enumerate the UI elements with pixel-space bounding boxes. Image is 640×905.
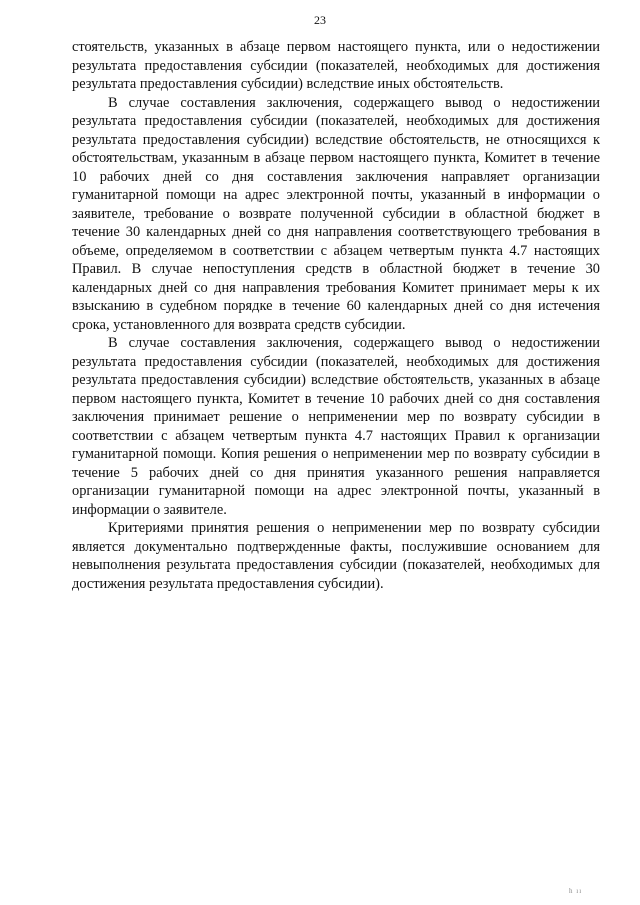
scan-footer-mark: h ıı [569,887,583,895]
paragraph-continuation: стоятельств, указанных в абзаце первом настоящего пункта, или о недостижении результата предоставления субсидии (показателей, необходимых для достижения результата предоставления субсидии) вследствие иных обстоятельств. [72,39,600,92]
document-body [72,38,600,593]
paragraph-repayment-demand: В случае составления заключения, содержащего вывод о недостижении результата предоставления субсидии (показателей, необходимых для достижения результата предоставления субсидии) вследствие обстоятельств, не относящихся к обстоятельствам, указанным в абзаце первом настоящего пункта, Комитет в течение 10 рабочих дней со дня составления заключения направляет организации гуманитарной помощи на адрес электронной почты, указанный в информации о заявителе, требование о возврате полученной субсидии в областной бюджет в течение 30 календарных дней со дня направления соответствующего требования в объеме, определяемом в соответствии с абзацем четвертым пункта 4.7 настоящих Правил. В случае непоступления средств в областной бюджет в течение 30 календарных дней со дня направления требования Комитет принимает меры к их взысканию в судебном порядке в течение 60 календарных дней со дня истечения срока, установленного для возврата средств субсидии. [72,94,600,333]
paragraph-decision-criteria: Критериями принятия решения о неприменении мер по возврату субсидии является документально подтвержденные факты, послужившие основанием для невыполнения результата предоставления субсидии (показателей, необходимых для достижения результата предоставления субсидии). [72,520,600,592]
page-number: 23 [314,13,326,27]
paragraph-non-application-decision: В случае составления заключения, содержащего вывод о недостижении результата предоставления субсидии (показателей, необходимых для достижения результата предоставления субсидии) вследствие обстоятельств, указанных в абзаце первом настоящего пункта, Комитет в течение 10 рабочих дней со дня составления заключения принимает решение о неприменении мер по возврату субсидии в соответствии с абзацем четвертым пункта 4.7 настоящих Правил к организации гуманитарной помощи. Копия решения о неприменении мер по возврату субсидии в течение 5 рабочих дней со дня принятия указанного решения направляется организации гуманитарной помощи на адрес электронной почты, указанный в информации о заявителе. [72,335,600,518]
